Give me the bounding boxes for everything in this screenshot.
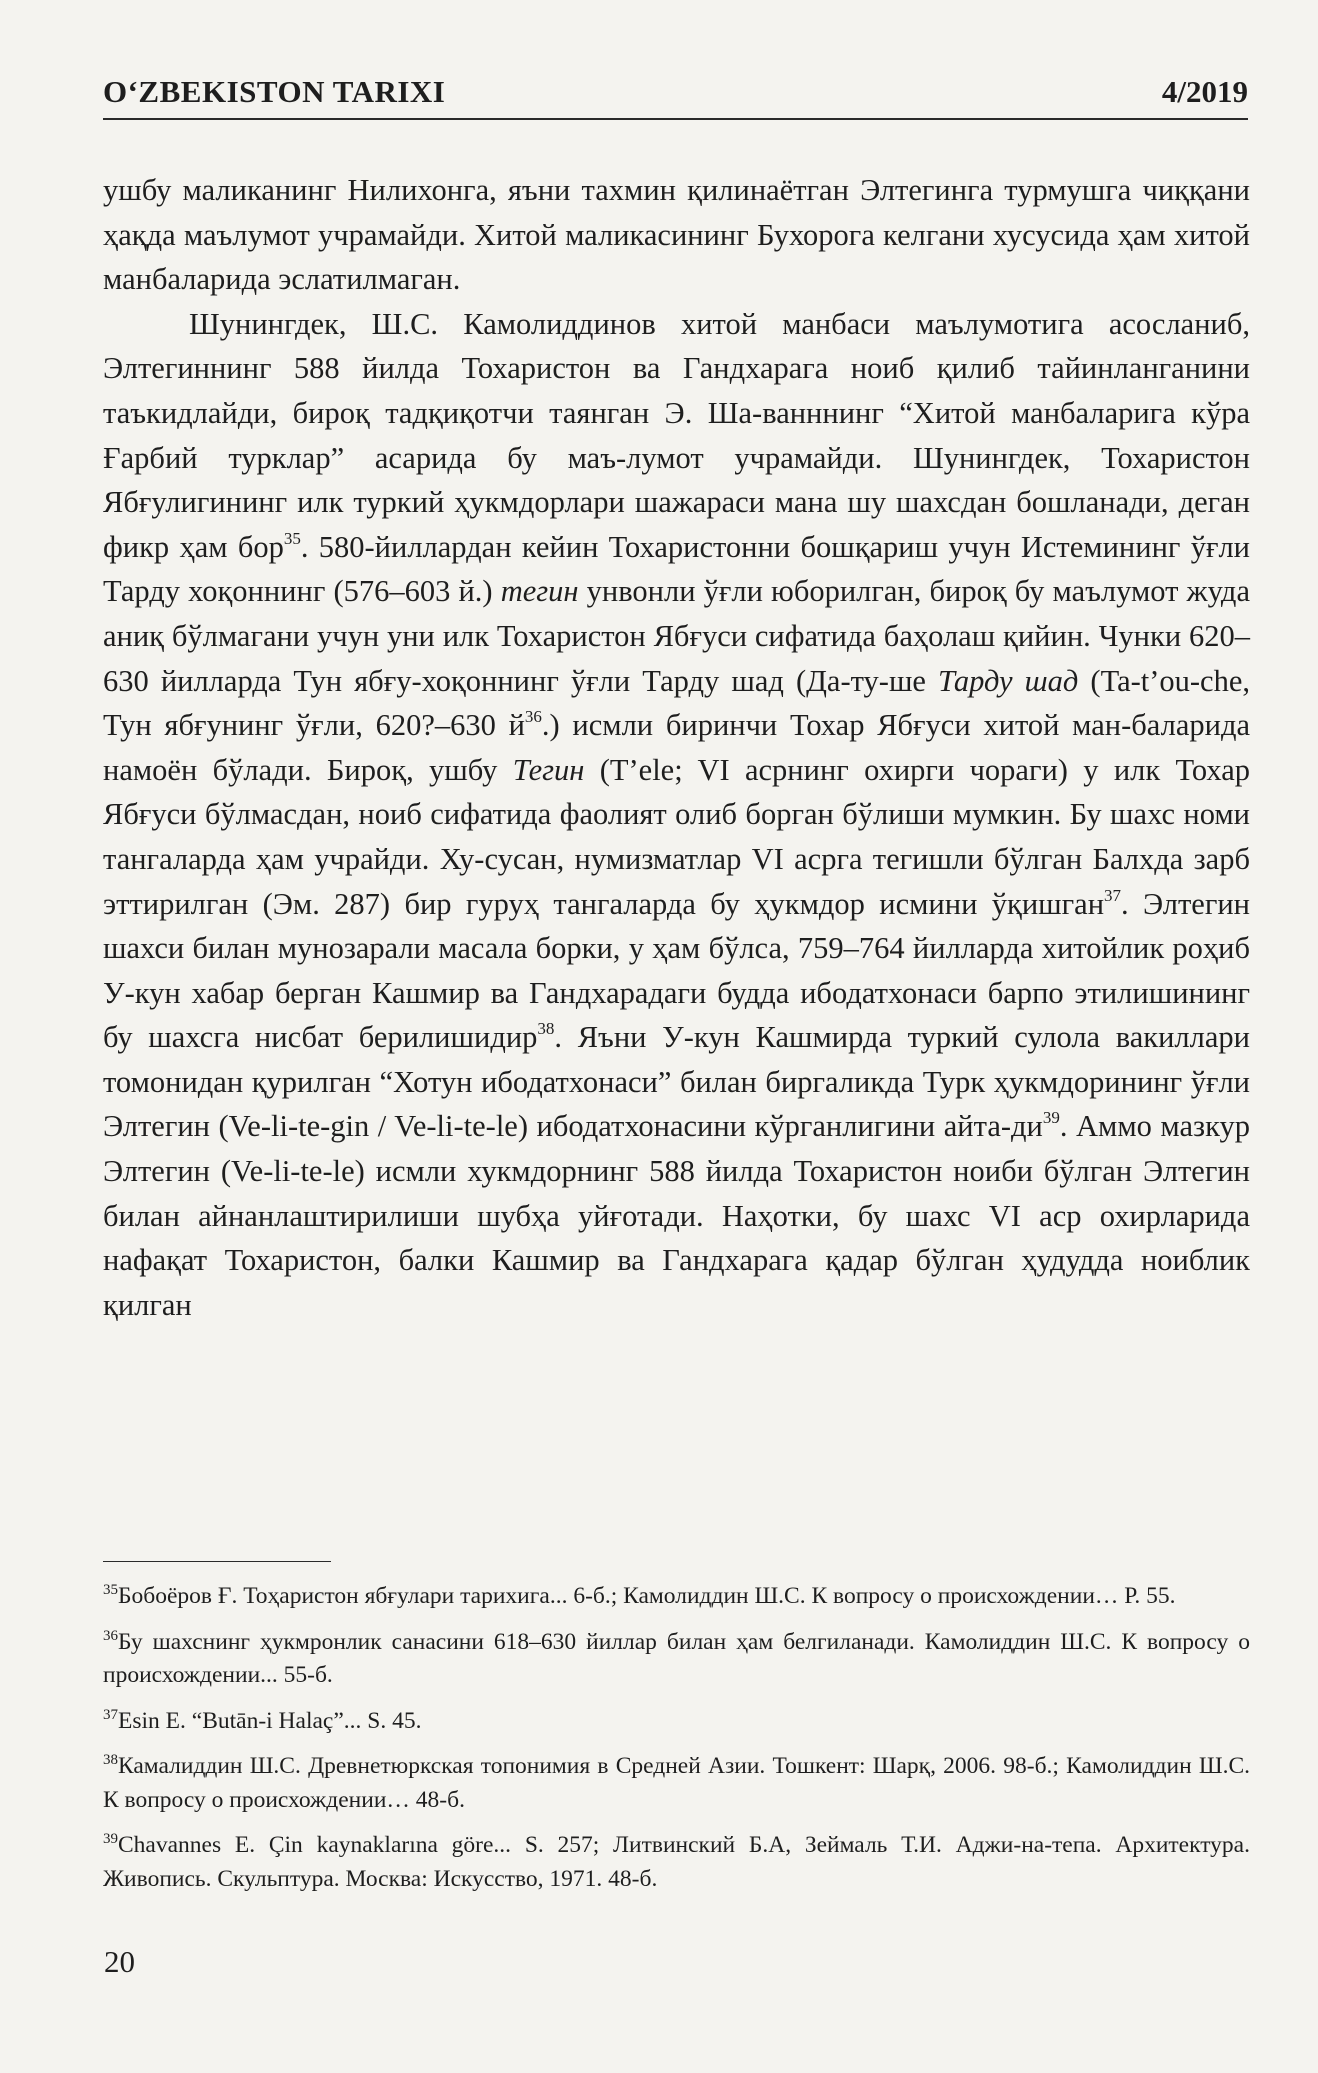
footnote-text: Esin E. “Butān-i Halaç”... S. 45. bbox=[118, 1707, 422, 1734]
footnote-text: Бобоёров Ғ. Тоҳаристон ябғулари тарихига... 6-б.; Камолиддин Ш.С. К вопросу о происхождении… Р. 55. bbox=[118, 1583, 1176, 1609]
footnote-text: Камалиддин Ш.С. Древнетюркская топонимия в Средней Азии. Тошкент: Шарқ, 2006. 98-б.; Камолиддин Ш.С. К вопросу о происхождении… 48-б. bbox=[103, 1753, 1250, 1813]
footnote-number: 35 bbox=[103, 1582, 118, 1598]
footnote bbox=[103, 1580, 1250, 1614]
footnote bbox=[103, 1705, 1250, 1739]
page-number: 20 bbox=[104, 1944, 135, 1979]
footnote bbox=[103, 1750, 1250, 1817]
running-header bbox=[103, 68, 1248, 120]
footnote-number: 37 bbox=[103, 1706, 118, 1723]
footnote-number: 38 bbox=[103, 1752, 118, 1768]
footnote-number: 36 bbox=[103, 1627, 118, 1644]
footnote-separator bbox=[103, 1561, 331, 1562]
footnotes bbox=[103, 1580, 1250, 1908]
footnote-text: Бу шахснинг ҳукмронлик санасини 618–630 йиллар билан ҳам белгиланади. Камолиддин Ш.С. К вопросу о происхождении... 55-б. bbox=[103, 1628, 1250, 1688]
footnote bbox=[103, 1829, 1250, 1896]
footnote-number: 39 bbox=[103, 1831, 118, 1847]
body-text bbox=[103, 168, 1250, 1327]
paragraph: ушбу маликанинг Нилихонга, яъни тахмин қилинаётган Элтегинга турмушга чиққани ҳақда маълумот учрамайди. Хитой маликасининг Бухорога келгани хусусида ҳам хитой манбаларида эслатилмаган. bbox=[103, 173, 1250, 297]
journal-title: O‘ZBEKISTON TARIXI bbox=[103, 74, 446, 109]
paragraph: Шунингдек, Ш.С. Камолиддинов хитой манбаси маълумотига асосланиб, Элтегиннинг 588 йилда Тохаристон ва Гандхарага ноиб қилиб тайинланганини таъкидлайди, бироқ тадқиқотчи таянган Э. Ша-ванннинг “Хитой манбаларига кўра Ғарбий турклар” асарида бу маъ-лумот учрамайди. Шунингдек, Тохаристон Ябғулигининг илк туркий ҳукмдорлари шажараси мана шу шахсдан бошланади, деган фикр ҳам бор$^{35}$. 580-йиллардан кейин Тохаристонни бошқариш учун Истемининг ўғли Тарду хоқоннинг (576–603 й.) тегин унвонли ўғли юборилган, бироқ бу маълумот жуда аниқ бўлмагани учун уни илк Тохаристон Ябғуси сифатида баҳолаш қийин. Чунки 620–630 йилларда Тун ябғу-хоқоннинг ўғли Тарду шад (Да-ту-ше Тарду шад (Ta-t’ou-che, Тун ябғунинг ўғли, 620?–630 $й^{36}$.) исмли биринчи Тохар Ябғуси хитой ман-баларида намоён бўлади. Бироқ, ушбу Тегин (T’ele; VI асрнинг охирги чораги) у илк Тохар Ябғуси бўлмасдан, ноиб сифатида фаолият олиб борган бўлиши мумкин. Бу шахс номи тангаларда ҳам учрайди. Ху-сусан, нумизматлар VI асрга тегишли бўлган Балхда зарб эттирилган (Эм. 287) бир гуруҳ тангаларда бу ҳукмдор исмини ўқишган$^{37}$. Элтегин шахси билан мунозарали масала борки, у ҳам бўлса, 759–764 йилларда хитойлик роҳиб У-кун хабар берган Кашмир ва Гандхарадаги будда ибодатхонаси барпо этилишининг бу шахсга нисбат берилишидир$^{38}$. Яъни У-кун Кашмирда туркий сулола вакиллари томонидан қурилган “Хотун ибодатхонаси” билан биргаликда Турк ҳукмдорининг ўғли Элтегин (Ve-li-te-gin / Ve-li-te-le) ибодатхонасини кўрганлигини айта-$ди^{39}$. Аммо мазкур Элтегин (Ve-li-te-le) исмли хукмдорнинг 588 йилда Тохаристон ноиби бўлган Элтегин билан айнанлаштирилиши шубҳа уйғотади. Наҳотки, бу шахс VI аср охирларида нафақат Тохаристон, балки Кашмир ва Гандхарага қадар бўлган ҳудудда ноиблик қилган bbox=[103, 306, 1250, 1322]
footnote bbox=[103, 1626, 1250, 1693]
footnote-text: Chavannes E. Çin kaynaklarına göre... S. 257; Литвинский Б.А, Зеймаль Т.И. Аджи-на-тепа. Архитектура. Живопись. Скульптура. Москва: Искусство, 1971. 48-б. bbox=[103, 1832, 1250, 1892]
issue-number: 4/2019 bbox=[1161, 74, 1248, 109]
